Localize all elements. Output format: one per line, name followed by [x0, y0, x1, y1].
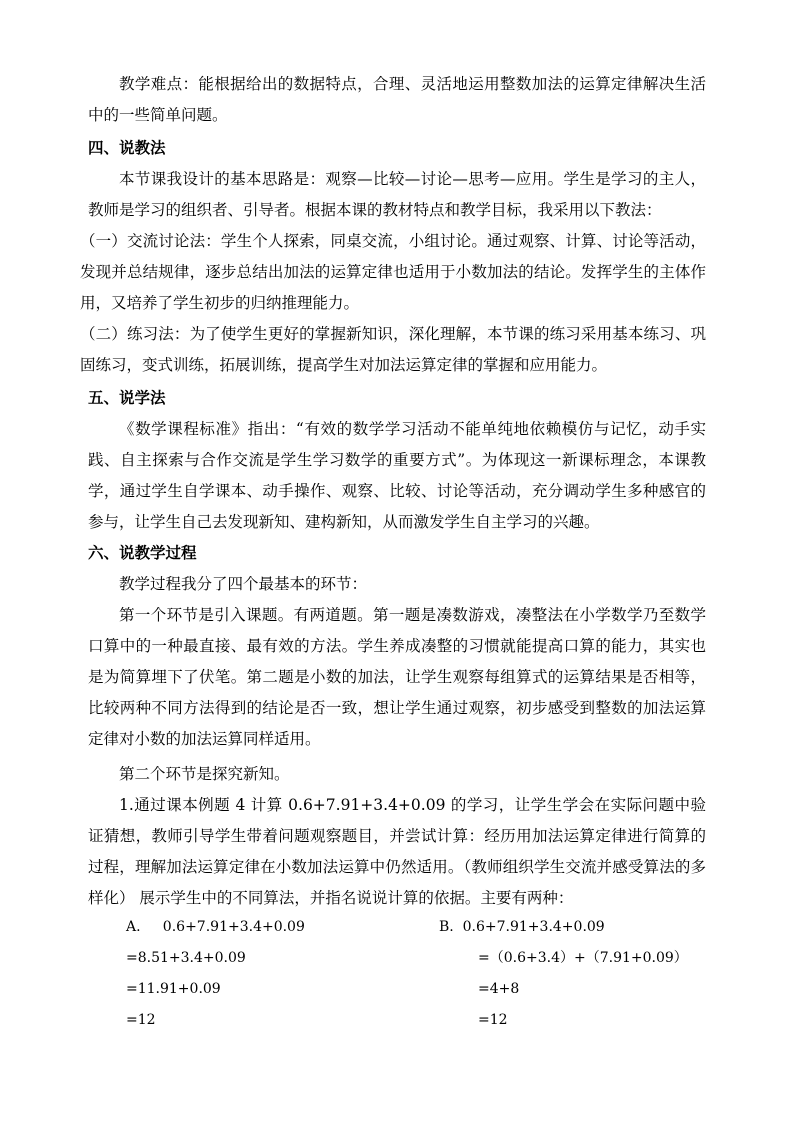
teaching-method-2-paragraph: （二）练习法：为了使学生更好的掌握新知识，深化理解，本节课的练习采用基本练习、巩固练习，变式训练，拓展训练，提高学生对加法运算定律的掌握和应用能力。: [80, 325, 706, 374]
teaching-difficulty-paragraph: 教学难点：能根据给出的数据特点，合理、灵活地运用整数加法的运算定律解决生活中的一些简单问题。: [88, 75, 706, 124]
teaching-method-intro-paragraph: 本节课我设计的基本思路是：观察—比较—讨论—思考—应用。学生是学习的主人，教师是学习的组织者、引导者。根据本课的教材特点和教学目标，我采用以下教法：: [88, 170, 706, 219]
example-4-paragraph: 1.通过课本例题 4 计算 0.6+7.91+3.4+0.09 的学习，让学生学会在实际问题中验证猜想，教师引导学生带着问题观察题目，并尝试计算：经历用加法运算定律进行简算的过程，理解加法运算定律在小数加法运算中仍然适用。（教师组织学生交流并感受算法的多样化） 展示学生中的不同算法，并指名说说计算的依据。主要有两种：: [88, 796, 706, 907]
method-a-step-1: =8.51+3.4+0.09: [126, 950, 246, 966]
step-2-paragraph: 第二个环节是探究新知。: [119, 765, 290, 783]
method-a-result: =12: [126, 1012, 156, 1028]
learning-method-paragraph: 《数学课程标准》指出：“有效的数学学习活动不能单纯地依赖模仿与记忆，动手实践、自主探索与合作交流是学生学习数学的重要方式”。为体现这一新课标理念，本课教学，通过学生自学课本、动手操作、观察、比较、讨论等活动，充分调动学生多种感官的参与，让学生自己去发现新知、建构新知，从而激发学生自主学习的兴趣。: [88, 420, 706, 531]
method-b-step-1: =（0.6+3.4）+（7.91+0.09）: [478, 950, 688, 966]
teaching-method-1-paragraph: （一）交流讨论法：学生个人探索，同桌交流，小组讨论。通过观察、计算、讨论等活动，发现并总结规律，逐步总结出加法的运算定律也适用于小数加法的结论。发挥学生的主体作用，又培养了学生初步的归纳推理能力。: [80, 232, 706, 312]
method-b-result: =12: [478, 1012, 508, 1028]
section-heading-teaching-method: 四、说教法: [88, 139, 166, 157]
section-heading-learning-method: 五、说学法: [88, 389, 166, 407]
method-b-expression: B. 0.6+7.91+3.4+0.09: [439, 919, 605, 935]
method-a-expression: A. 0.6+7.91+3.4+0.09: [126, 919, 305, 935]
method-b-step-2: =4+8: [478, 981, 520, 997]
step-1-paragraph: 第一个环节是引入课题。有两道题。第一题是凑数游戏，凑整法在小学数学乃至数学口算中的一种最直接、最有效的方法。学生养成凑整的习惯就能提高口算的能力，其实也是为简算埋下了伏笔。第二题是小数的加法，让学生观察每组算式的运算结果是否相等，比较两种不同方法得到的结论是否一致，想让学生通过观察，初步感受到整数的加法运算定律对小数的加法运算同样适用。: [88, 606, 706, 748]
method-a-step-2: =11.91+0.09: [126, 981, 221, 997]
section-heading-teaching-process: 六、说教学过程: [88, 544, 197, 562]
process-intro-paragraph: 教学过程我分了四个最基本的环节：: [119, 575, 368, 593]
